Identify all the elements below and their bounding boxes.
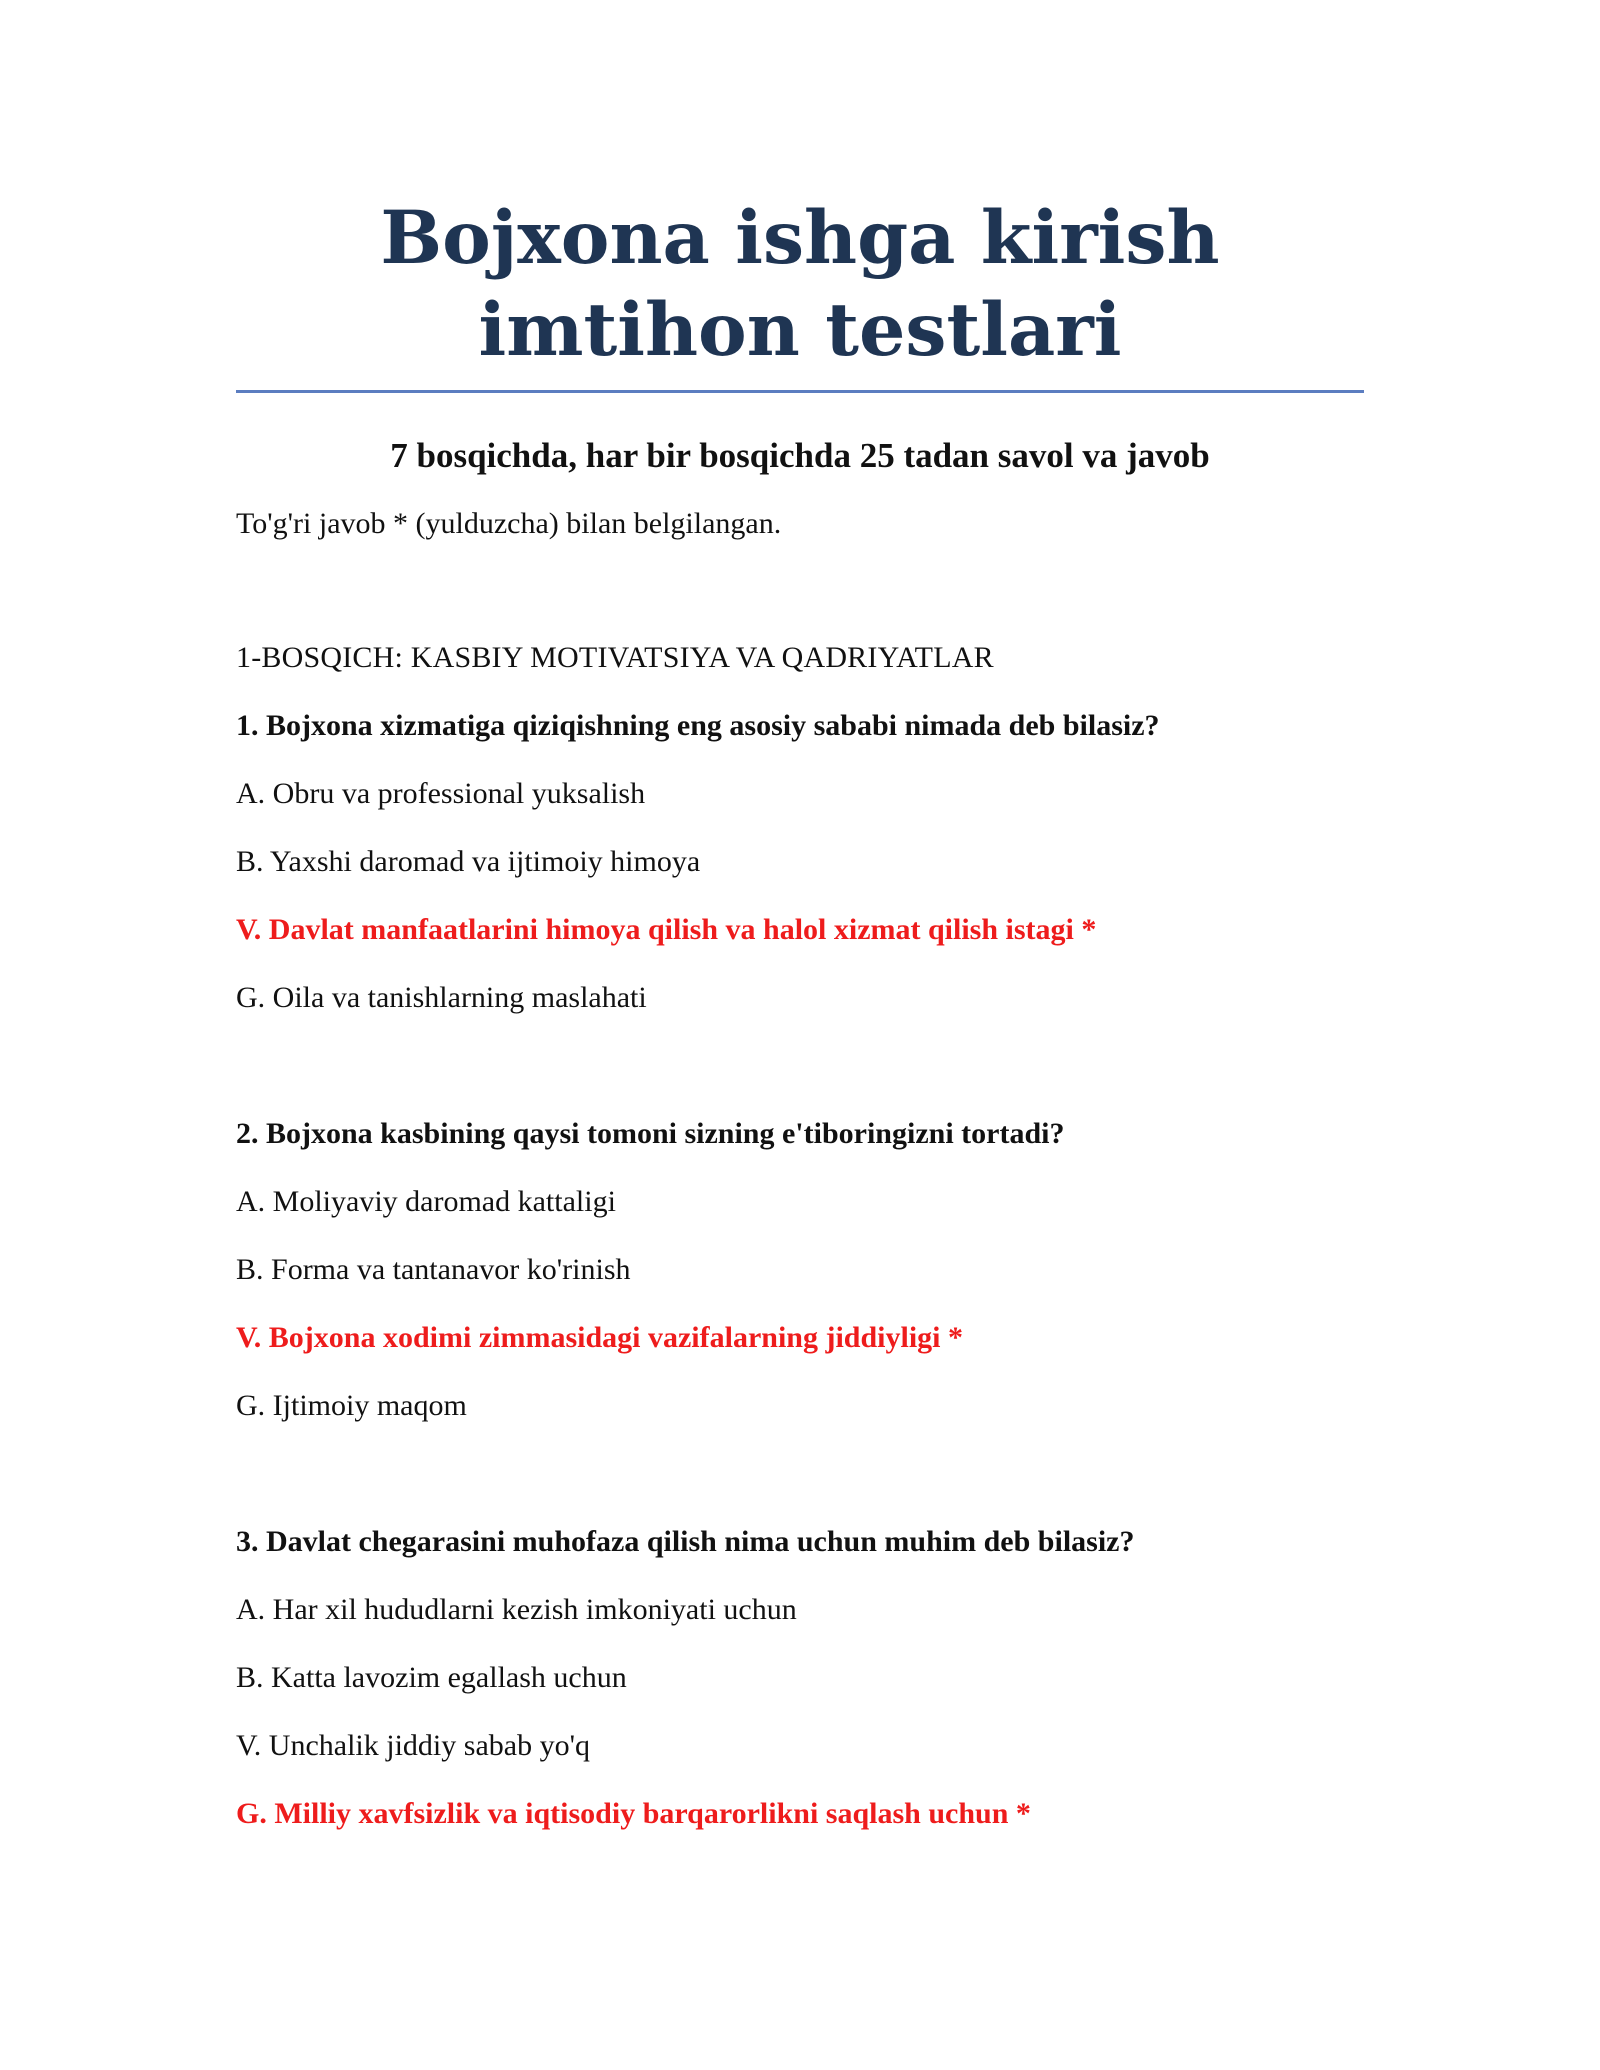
answer-option-b: B. Forma va tantanavor ko'rinish <box>236 1253 631 1286</box>
title-divider <box>236 390 1364 393</box>
answer-option-a: A. Moliyaviy daromad kattaligi <box>236 1185 616 1218</box>
answer-option-a: A. Obru va professional yuksalish <box>236 777 646 810</box>
document-page <box>236 0 1364 1834</box>
answer-option-v: V. Unchalik jiddiy sabab yo'q <box>236 1729 590 1762</box>
answer-option-v-correct: V. Davlat manfaatlarini himoya qilish va halol xizmat qilish istagi * <box>236 913 1097 946</box>
answer-key-note: To'g'ri javob * (yulduzcha) bilan belgilangan. <box>236 507 782 540</box>
answer-option-g: G. Ijtimoiy maqom <box>236 1389 467 1422</box>
answer-option-a: A. Har xil hududlarni kezish imkoniyati uchun <box>236 1593 797 1626</box>
answer-option-v-correct: V. Bojxona xodimi zimmasidagi vazifalarning jiddiyligi * <box>236 1321 964 1354</box>
answer-options <box>236 1590 1364 1834</box>
question-2 <box>236 1114 1364 1426</box>
answer-options <box>236 774 1364 1018</box>
answer-option-b: B. Yaxshi daromad va ijtimoiy himoya <box>236 845 701 878</box>
answer-option-g-correct: G. Milliy xavfsizlik va iqtisodiy barqarorlikni saqlash uchun * <box>236 1797 1031 1830</box>
document-subtitle: 7 bosqichda, har bir bosqichda 25 tadan savol va javob <box>390 436 1210 475</box>
question-text: 1. Bojxona xizmatiga qiziqishning eng asosiy sababi nimada deb bilasiz? <box>236 709 1160 742</box>
document-title: Bojxona ishga kirish imtihon testlari <box>380 195 1220 373</box>
answer-option-b: B. Katta lavozim egallash uchun <box>236 1661 627 1694</box>
question-text: 3. Davlat chegarasini muhofaza qilish nima uchun muhim deb bilasiz? <box>236 1525 1135 1558</box>
answer-options <box>236 1182 1364 1426</box>
question-1 <box>236 706 1364 1018</box>
answer-option-g: G. Oila va tanishlarning maslahati <box>236 981 647 1014</box>
question-3 <box>236 1522 1364 1834</box>
stage-heading: 1-BOSQICH: KASBIY MOTIVATSIYA VA QADRIYATLAR <box>236 641 994 674</box>
question-text: 2. Bojxona kasbining qaysi tomoni sizning e'tiboringizni tortadi? <box>236 1117 1065 1150</box>
